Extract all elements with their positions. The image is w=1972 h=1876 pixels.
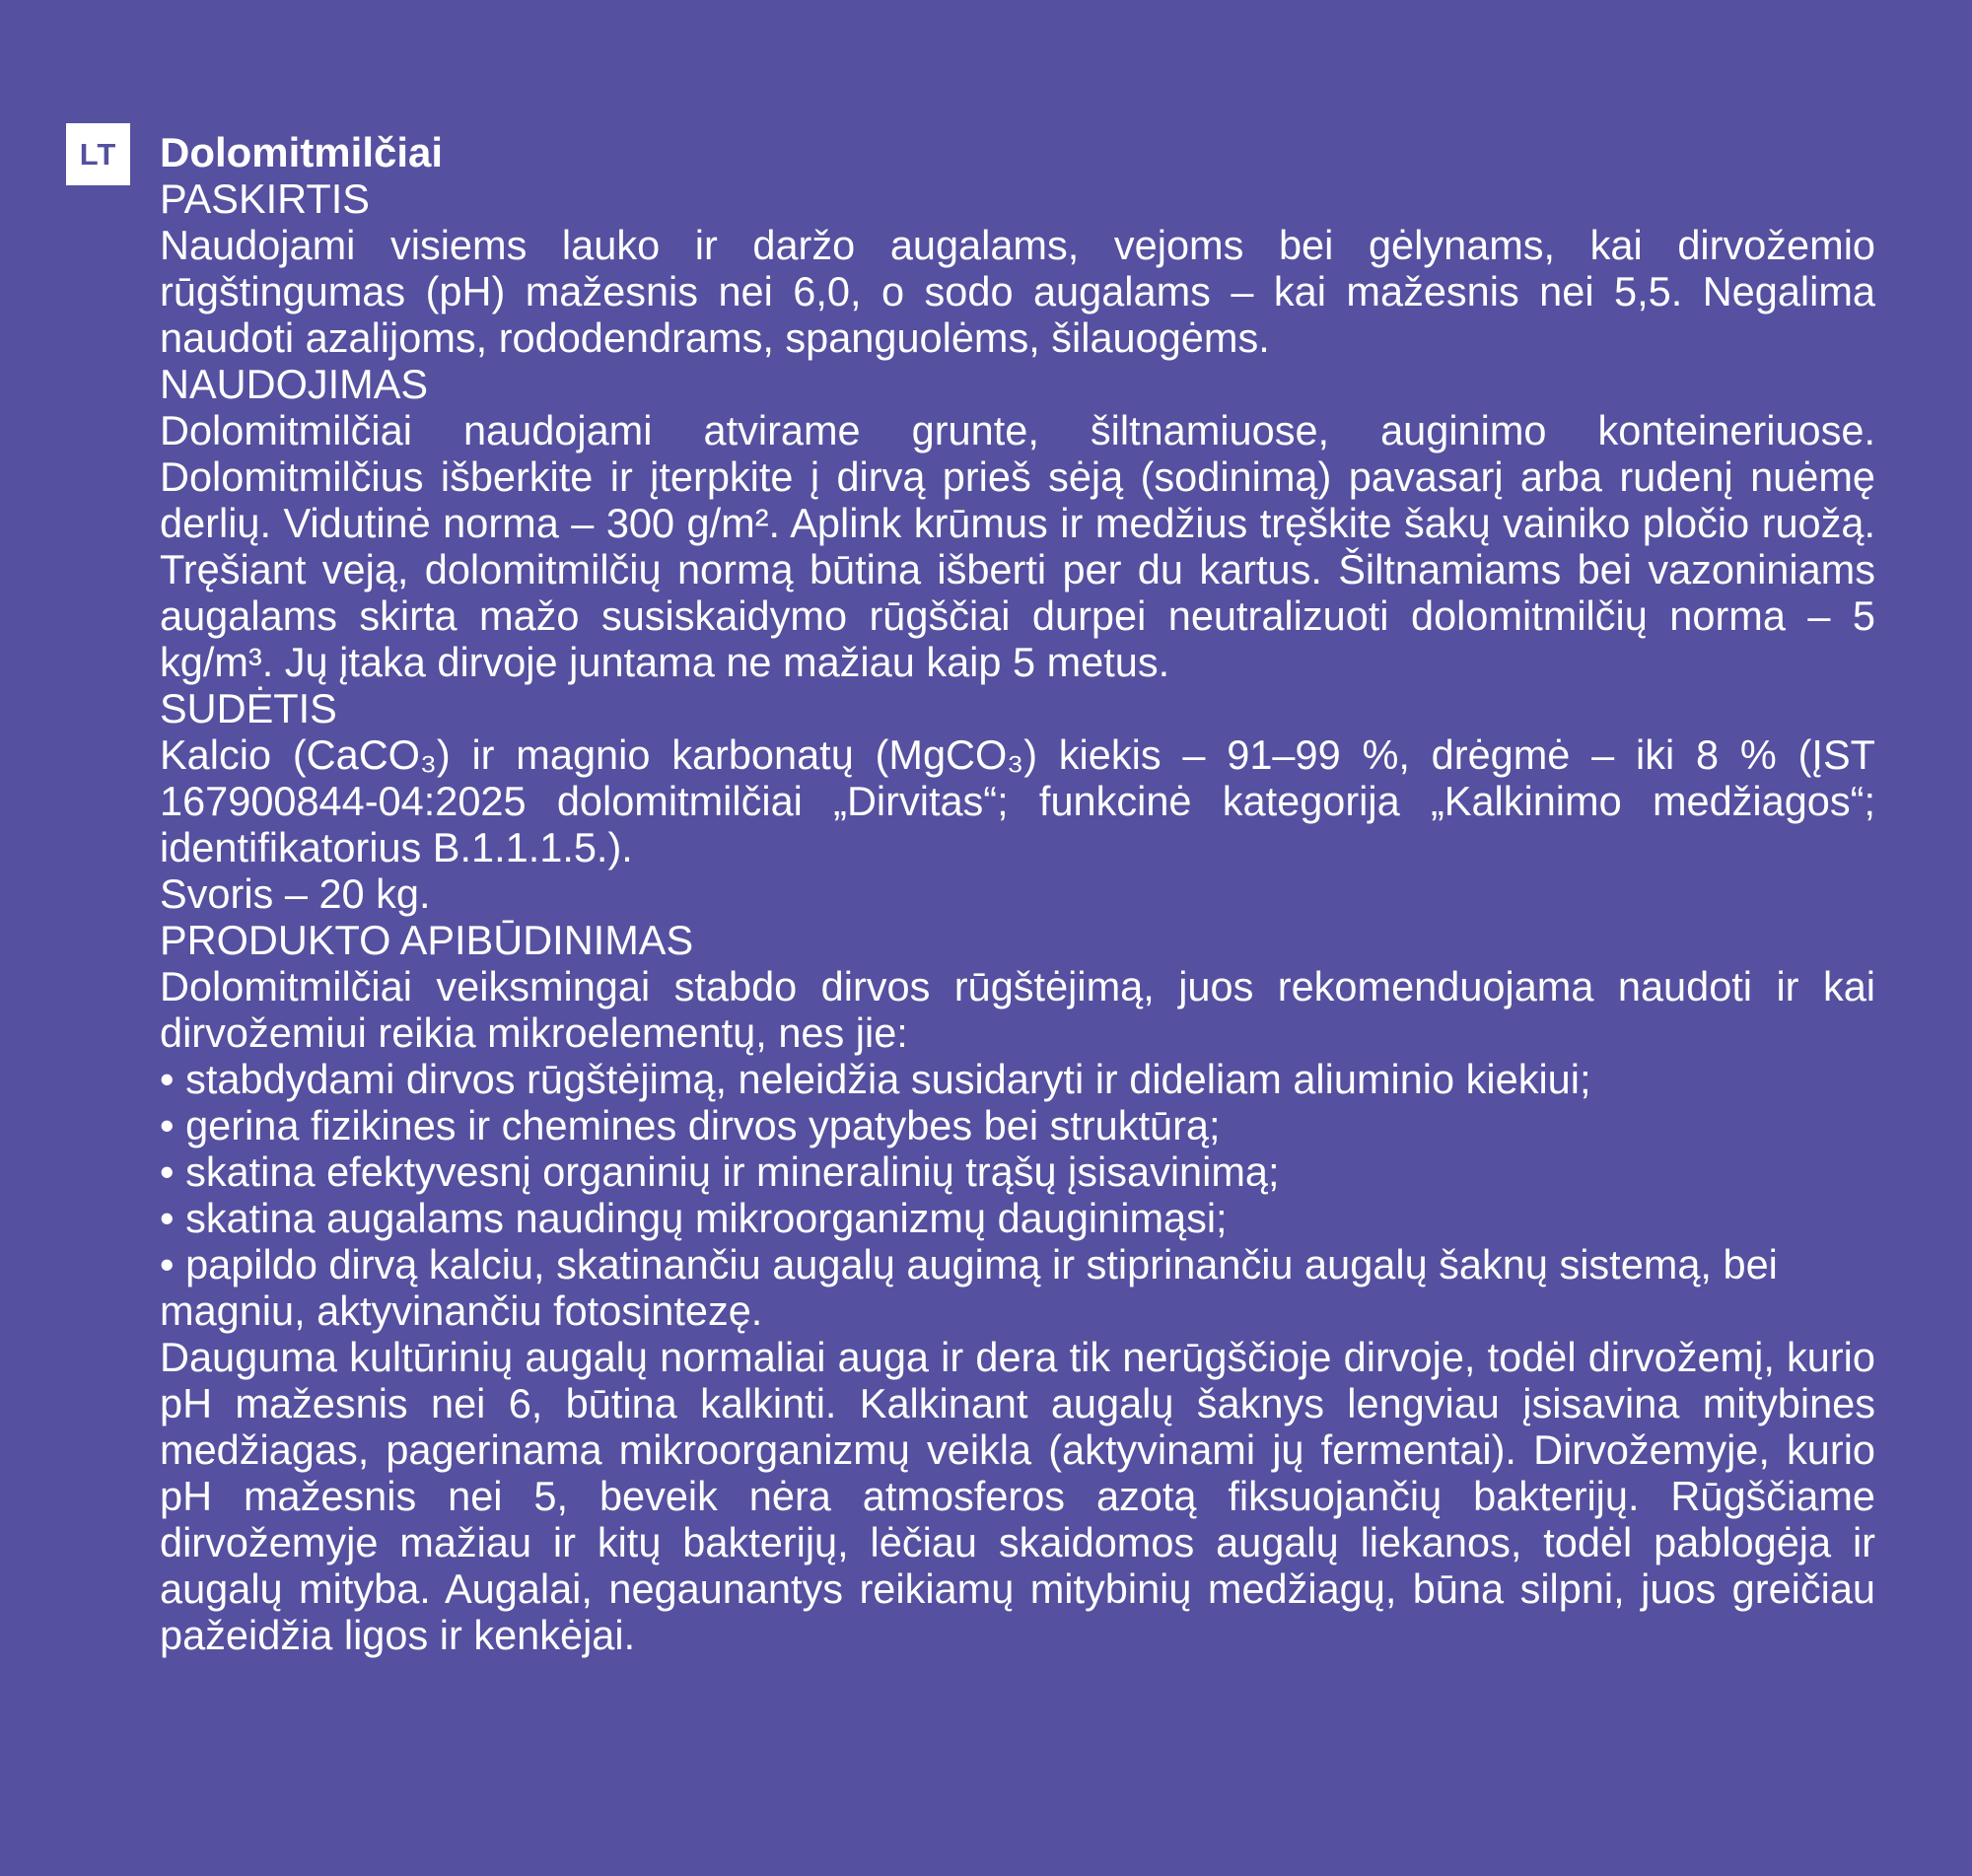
section-text-naudojimas: Dolomitmilčiai naudojami atvirame grunte, šiltnamiuose, auginimo konteineriuose. Dolomitmilčius išberkite ir įterpkite į dirvą prieš sėją (sodinimą) pavasarį arba rudenį nuėmę derlių. Vidutinė norma – 300 g/m². Aplink krūmus ir medžius tręškite šakų vainiko pločio ruožą. Tręšiant veją, dolomitmilčių normą būtina išberti per du kartus. Šiltnamiams bei vazoniniams augalams skirta mažo susiskaidymo rūgščiai durpei neutralizuoti dolomitmilčių norma – 5 kg/m³. Jų įtaka dirvoje juntama ne mažiau kaip 5 metus. [160, 407, 1875, 685]
section-heading-sudetis: SUDĖTIS [160, 685, 337, 731]
section-intro-produkto: Dolomitmilčiai veiksmingai stabdo dirvos rūgštėjimą, juos rekomenduojama naudoti ir kai dirvožemiui reikia mikroelementų, nes jie: [160, 963, 1875, 1056]
section-naudojimas [160, 361, 1875, 685]
section-heading-produkto: PRODUKTO APIBŪDINIMAS [160, 917, 694, 963]
section-heading-paskirtis: PASKIRTIS [160, 175, 370, 222]
section-paskirtis [160, 175, 1875, 361]
section-sudetis [160, 685, 1875, 917]
section-text-paskirtis: Naudojami visiems lauko ir daržo augalams, vejoms bei gėlynams, kai dirvožemio rūgštingumas (pH) mažesnis nei 6,0, o sodo augalams – kai mažesnis nei 5,5. Negalima naudoti azalijoms, rododendrams, spanguolėms, šilauogėms. [160, 222, 1875, 361]
list-item: • papildo dirvą kalciu, skatinančiu augalų augimą ir stiprinančiu augalų šaknų sistemą, bei magniu, aktyvinančiu fotosintezę. [160, 1241, 1875, 1334]
weight-text: Svoris – 20 kg. [160, 870, 431, 917]
benefits-list [160, 1056, 1875, 1334]
label-content [160, 129, 1875, 1658]
section-heading-naudojimas: NAUDOJIMAS [160, 361, 429, 407]
list-item: • skatina augalams naudingų mikroorganizmų dauginimąsi; [160, 1195, 1875, 1241]
language-badge: LT [66, 123, 130, 185]
list-item: • skatina efektyvesnį organinių ir mineralinių trąšų įsisavinimą; [160, 1148, 1875, 1195]
list-item: • gerina fizikines ir chemines dirvos ypatybes bei struktūrą; [160, 1102, 1875, 1148]
product-title: Dolomitmilčiai [160, 129, 444, 175]
section-produkto [160, 917, 1875, 1658]
list-item: • stabdydami dirvos rūgštėjimą, neleidžia susidaryti ir dideliam aliuminio kiekiui; [160, 1056, 1875, 1102]
section-text-sudetis: Kalcio (CaCO₃) ir magnio karbonatų (MgCO₃) kiekis – 91–99 %, drėgmė – iki 8 % (ĮST 167900844-04:2025 dolomitmilčiai „Dirvitas“; funkcinė kategorija „Kalkinimo medžiagos“; identifikatorius B.1.1.1.5.). [160, 731, 1875, 870]
section-outro-produkto: Dauguma kultūrinių augalų normaliai auga ir dera tik nerūgščioje dirvoje, todėl dirvožemį, kurio pH mažesnis nei 6, būtina kalkinti. Kalkinant augalų šaknys lengviau įsisavina mitybines medžiagas, pagerinama mikroorganizmų veikla (aktyvinami jų fermentai). Dirvožemyje, kurio pH mažesnis nei 5, beveik nėra atmosferos azotą fiksuojančių bakterijų. Rūgščiame dirvožemyje mažiau ir kitų bakterijų, lėčiau skaidomos augalų liekanos, todėl pablogėja ir augalų mityba. Augalai, negaunantys reikiamų mitybinių medžiagų, būna silpni, juos greičiau pažeidžia ligos ir kenkėjai. [160, 1334, 1875, 1658]
